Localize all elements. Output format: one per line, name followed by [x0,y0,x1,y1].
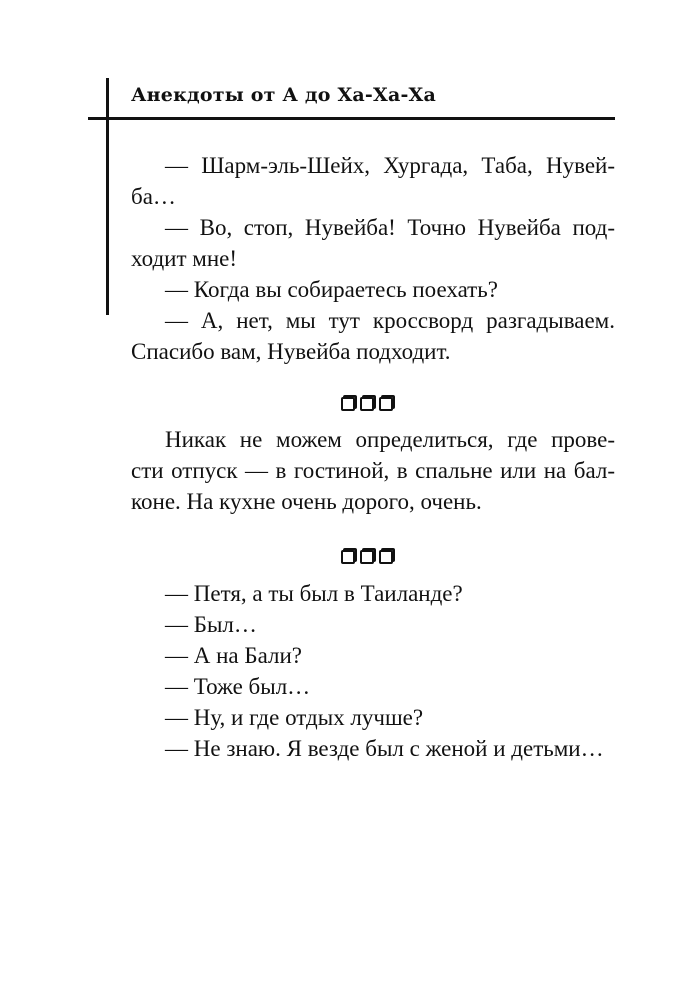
separator-square-icon [360,397,374,411]
separator-square-icon [379,550,393,564]
horizontal-header-rule [88,117,615,120]
separator-square-icon [379,397,393,411]
text-line: — Не знаю. Я везде был с женой и детьми… [165,736,604,761]
text-line: ходит мне! [131,246,238,271]
running-header-title: Анекдоты от А до Ха-Ха-Ха [131,84,436,106]
vertical-header-rule [106,78,109,315]
text-line: — Шарм-эль-Шейх, Хургада, Таба, Нувей- [165,153,615,178]
text-line: ба… [131,184,176,209]
section-separator [341,548,393,564]
text-line: сти отпуск — в гостиной, в спальне или на бал- [131,458,615,483]
text-line: — Был… [165,612,257,637]
text-line: Никак не можем определиться, где прове- [165,427,615,452]
text-line: коне. На кухне очень дорого, очень. [131,489,482,514]
separator-square-icon [341,397,355,411]
text-line: — Ну, и где отдых лучше? [165,705,424,730]
text-line: Спасибо вам, Нувейба подходит. [131,339,451,364]
joke-block-3 [131,578,615,764]
separator-square-icon [341,550,355,564]
text-line: — А, нет, мы тут кроссворд разгадываем. [165,308,615,333]
text-line: — А на Бали? [165,643,302,668]
separator-square-icon [360,550,374,564]
text-line: — Петя, а ты был в Таиланде? [165,581,463,606]
text-line: — Тоже был… [165,674,311,699]
text-line: — Когда вы собираетесь поехать? [165,277,498,302]
section-separator [341,395,393,411]
joke-block-2 [131,424,615,517]
text-line: — Во, стоп, Нувейба! Точно Нувейба под- [165,215,615,240]
joke-block-1 [131,150,615,367]
